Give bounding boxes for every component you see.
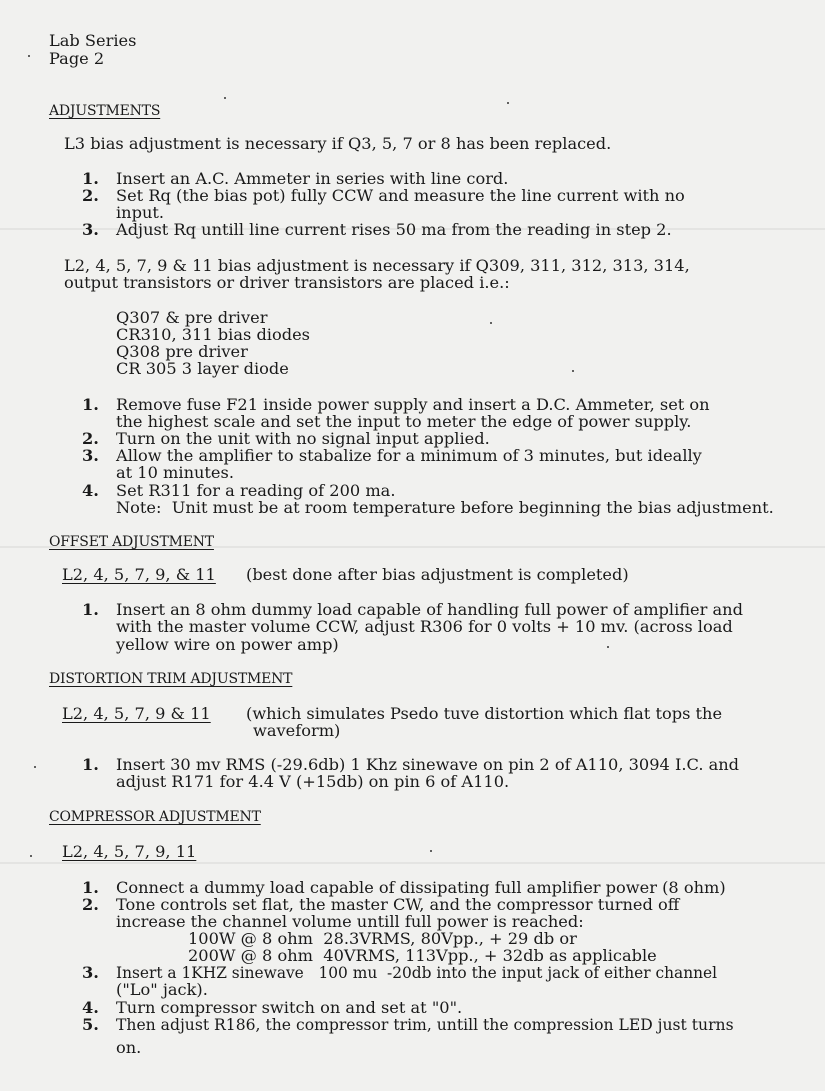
speck bbox=[507, 102, 509, 104]
step-text: on. bbox=[116, 1038, 142, 1057]
section-title-offset: OFFSET ADJUSTMENT bbox=[49, 534, 214, 550]
compressor-models: L2, 4, 5, 7, 9, 11 bbox=[62, 842, 197, 861]
step-text: ("Lo" jack). bbox=[116, 980, 208, 999]
part-item: Q308 pre driver bbox=[116, 342, 248, 361]
step-text: Then adjust R186, the compressor trim, untill the compression LED just turns bbox=[116, 1016, 734, 1034]
step-text: Allow the amplifier to stabalize for a minimum of 3 minutes, but ideally bbox=[116, 446, 702, 465]
l2-intro: output transistors or driver transistors are placed i.e.: bbox=[64, 273, 510, 292]
step-text: Tone controls set flat, the master CW, and the compressor turned off bbox=[116, 895, 680, 914]
part-item: CR 305 3 layer diode bbox=[116, 359, 289, 378]
step-text: Insert 30 mv RMS (-29.6db) 1 Khz sinewave on pin 2 of A110, 3094 I.C. and bbox=[116, 755, 740, 774]
speck bbox=[224, 97, 226, 99]
paper-fold bbox=[0, 862, 825, 864]
step-text: yellow wire on power amp) bbox=[116, 635, 339, 654]
part-item: Q307 & pre driver bbox=[116, 308, 268, 327]
l2-intro: L2, 4, 5, 7, 9 & 11 bias adjustment is necessary if Q309, 311, 312, 313, 314, bbox=[64, 256, 690, 275]
step-number: 4. bbox=[82, 481, 99, 500]
step-number: 1. bbox=[82, 600, 99, 619]
step-text: Set Rq (the bias pot) fully CCW and measure the line current with no bbox=[116, 186, 685, 205]
step-text: input. bbox=[116, 203, 165, 222]
note: Note: Unit must be at room temperature before beginning the bias adjustment. bbox=[116, 498, 774, 517]
series-title: Lab Series bbox=[49, 31, 137, 50]
step-text: Set R311 for a reading of 200 ma. bbox=[116, 481, 396, 500]
step-text: Insert an 8 ohm dummy load capable of handling full power of amplifier and bbox=[116, 600, 743, 619]
power-line: 100W @ 8 ohm 28.3VRMS, 80Vpp., + 29 db or bbox=[188, 929, 577, 948]
step-text: Insert a 1KHZ sinewave 100 mu -20db into the input jack of either channel bbox=[116, 964, 718, 982]
power-line: 200W @ 8 ohm 40VRMS, 113Vpp., + 32db as applicable bbox=[188, 946, 657, 965]
step-text: increase the channel volume untill full power is reached: bbox=[116, 912, 584, 931]
step-text: Insert an A.C. Ammeter in series with line cord. bbox=[116, 169, 509, 188]
step-number: 3. bbox=[82, 446, 99, 465]
step-number: 5. bbox=[82, 1015, 99, 1034]
speck bbox=[30, 855, 32, 857]
speck bbox=[607, 646, 609, 648]
speck bbox=[572, 370, 574, 372]
distortion-models-note: (which simulates Psedo tuve distortion which flat tops the bbox=[246, 704, 723, 723]
step-number: 3. bbox=[82, 220, 99, 239]
distortion-models: L2, 4, 5, 7, 9 & 11 bbox=[62, 704, 211, 723]
offset-models: L2, 4, 5, 7, 9, & 11 bbox=[62, 565, 216, 584]
step-text: Turn compressor switch on and set at "0". bbox=[116, 998, 463, 1017]
step-text: adjust R171 for 4.4 V (+15db) on pin 6 of A110. bbox=[116, 772, 510, 791]
section-title-distortion: DISTORTION TRIM ADJUSTMENT bbox=[49, 671, 293, 687]
step-text: with the master volume CCW, adjust R306 for 0 volts + 10 mv. (across load bbox=[116, 617, 733, 636]
step-text: the highest scale and set the input to meter the edge of power supply. bbox=[116, 412, 692, 431]
step-text: Turn on the unit with no signal input applied. bbox=[116, 429, 490, 448]
speck bbox=[430, 850, 432, 852]
speck bbox=[34, 766, 36, 768]
distortion-models-note: waveform) bbox=[253, 721, 341, 740]
step-number: 1. bbox=[82, 755, 99, 774]
step-text: Connect a dummy load capable of dissipating full amplifier power (8 ohm) bbox=[116, 878, 726, 897]
section-title-compressor: COMPRESSOR ADJUSTMENT bbox=[49, 809, 261, 825]
offset-models-note: (best done after bias adjustment is completed) bbox=[246, 565, 629, 584]
step-text: Adjust Rq untill line current rises 50 ma from the reading in step 2. bbox=[116, 220, 672, 239]
step-text: Remove fuse F21 inside power supply and insert a D.C. Ammeter, set on bbox=[116, 395, 710, 414]
step-text: at 10 minutes. bbox=[116, 463, 234, 482]
step-number: 1. bbox=[82, 169, 99, 188]
step-number: 1. bbox=[82, 878, 99, 897]
part-item: CR310, 311 bias diodes bbox=[116, 325, 310, 344]
section-title-adjustments: ADJUSTMENTS bbox=[49, 103, 161, 119]
speck bbox=[28, 55, 30, 57]
step-number: 3. bbox=[82, 963, 99, 982]
step-number: 2. bbox=[82, 186, 99, 205]
l3-intro: L3 bias adjustment is necessary if Q3, 5, 7 or 8 has been replaced. bbox=[64, 134, 612, 153]
page-number: Page 2 bbox=[49, 49, 105, 68]
step-number: 4. bbox=[82, 998, 99, 1017]
speck bbox=[490, 322, 492, 324]
step-number: 1. bbox=[82, 395, 99, 414]
step-number: 2. bbox=[82, 895, 99, 914]
step-number: 2. bbox=[82, 429, 99, 448]
